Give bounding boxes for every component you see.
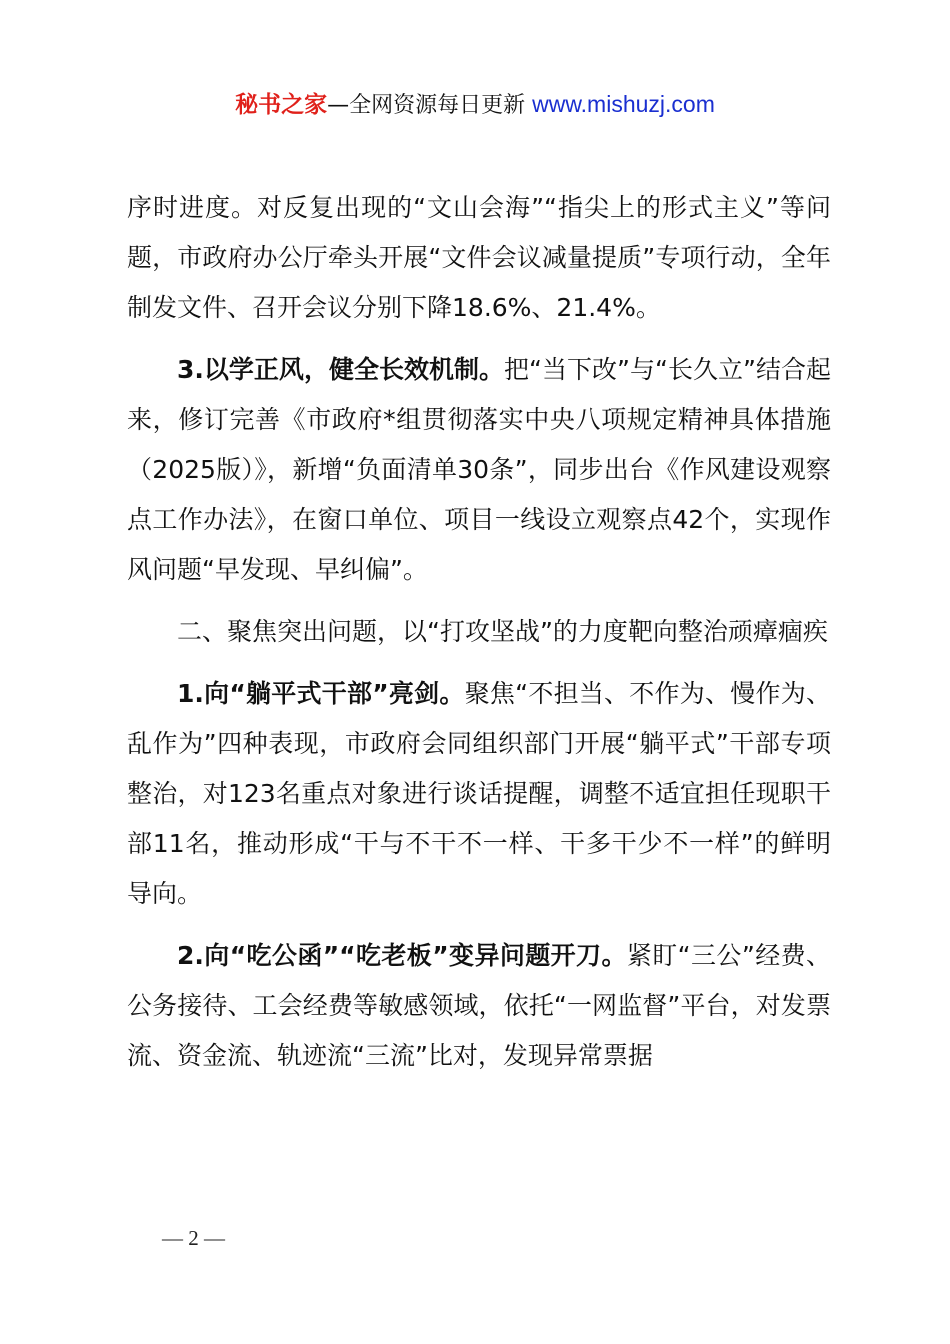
paragraph-item-1 xyxy=(127,669,831,919)
section-heading-2 xyxy=(127,607,831,657)
paragraph-item-2 xyxy=(127,931,831,1081)
paragraph-text: 二、聚焦突出问题，以“打攻坚战”的力度靶向整治顽瘴痼疾 xyxy=(177,617,828,646)
paragraph-item-3 xyxy=(127,345,831,595)
paragraph-text: 聚焦“不担当、不作为、慢作为、乱作为”四种表现，市政府会同组织部门开展“躺平式”干部专项整治，对123名重点对象进行谈话提醒，调整不适宜担任现职干部11名，推动形成“干与不干不一样、干多干少不一样”的鲜明导向。 xyxy=(127,679,831,908)
site-header xyxy=(0,86,950,124)
paragraph-text: 序时进度。对反复出现的“文山会海”“指尖上的形式主义”等问题，市政府办公厅牵头开展“文件会议减量提质”专项行动，全年制发文件、召开会议分别下降18.6%、21.4%。 xyxy=(127,193,831,322)
paragraph-text: 紧盯“三公”经费、公务接待、工会经费等敏感领域，依托“一网监督”平台，对发票流、资金流、轨迹流“三流”比对，发现异常票据 xyxy=(127,941,832,1070)
page-number: — 2 — xyxy=(162,1226,225,1250)
paragraph-progress xyxy=(127,183,831,333)
paragraph-heading: 2.向“吃公函”“吃老板”变异问题开刀。 xyxy=(177,941,627,970)
brand-name: 秘书之家 xyxy=(235,92,328,118)
paragraph-text: 把“当下改”与“长久立”结合起来，修订完善《市政府*组贯彻落实中央八项规定精神具体措施（2025版）》，新增“负面清单30条”，同步出台《作风建设观察点工作办法》，在窗口单位、项目一线设立观察点42个，实现作风问题“早发现、早纠偏”。 xyxy=(127,355,831,584)
site-url-link[interactable]: www.mishuzj.com xyxy=(532,91,715,117)
paragraph-heading: 3.以学正风，健全长效机制。 xyxy=(177,355,505,384)
document-body xyxy=(127,183,831,1093)
paragraph-heading: 1.向“躺平式干部”亮剑。 xyxy=(177,679,465,708)
header-tagline: —全网资源每日更新 xyxy=(327,93,533,118)
